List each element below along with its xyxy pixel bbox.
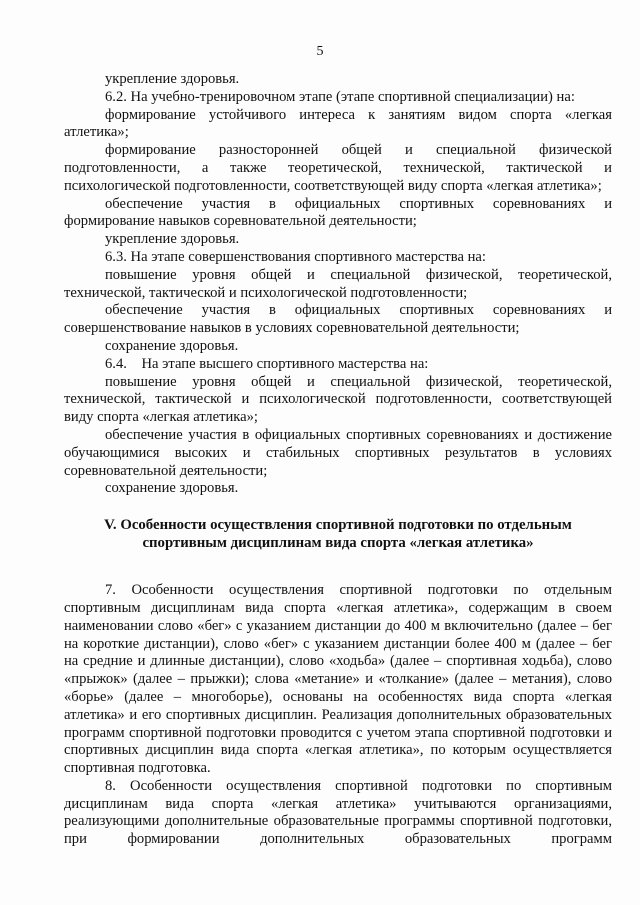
paragraph: 6.2. На учебно-тренировочном этапе (этапе спортивной специализации) на: [105,88,575,105]
section-heading-line: V. Особенности осуществления спортивной подготовки по отдельным [104,517,572,534]
paragraph: сохранение здоровья. [105,480,239,497]
paragraph: сохранение здоровья. [105,337,239,354]
paragraph: повышение уровня общей и специальной физической, теоретической, технической, тактической и психологической подготовленности; [64,266,612,301]
paragraph: формирование устойчивого интереса к занятиям видом спорта «легкая атлетика»; [64,106,612,141]
paragraph: укрепление здоровья. [105,231,240,248]
paragraph: 8. Особенности осуществления спортивной подготовки по спортивным дисциплинам вида спорта «легкая атлетика» учитываются организациями, реализующими дополнительные образовательные программы спортивной подготовки, при формировании дополнительных образовательных программ [64,777,612,848]
paragraph: 6.4. На этапе высшего спортивного мастерства на: [105,355,429,372]
paragraph: обеспечение участия в официальных спортивных соревнованиях и достижение обучающимися высоких и стабильных спортивных результатов в условиях соревновательной деятельности; [64,426,612,479]
paragraph: 7. Особенности осуществления спортивной подготовки по отдельным спортивным дисциплинам вида спорта «легкая атлетика», содержащим в своем наименовании слово «бег» с указанием дистанции до 400 м включительно (далее – бег на короткие дистанции), слово «бег» с указанием дистанции более 400 м (далее – бег на средние и длинные дистанции), слово «ходьба» (далее – спортивная ходьба), слово «прыжок» (далее – прыжки); слова «метание» и «толкание» (далее – метания), слово «борье» (далее – многоборье), основаны на особенностях вида спорта «легкая атлетика» и его спортивных дисциплин. Реализация дополнительных образовательных программ спортивной подготовки проводится с учетом этапа спортивной подготовки и спортивных дисциплин вида спорта «легкая атлетика», по которым осуществляется спортивная подготовка. [64,582,612,777]
section-heading [64,516,612,552]
paragraph: формирование разносторонней общей и специальной физической подготовленности, а также теоретической, технической, тактической и психологической подготовленности, соответствующей виду спорта «легкая атлетика»; [64,142,612,194]
paragraph: 6.3. На этапе совершенствования спортивного мастерства на: [105,248,486,265]
section-heading-line: спортивным дисциплинам вида спорта «легкая атлетика» [142,535,534,552]
paragraph: повышение уровня общей и специальной физической, теоретической, технической, тактической и психологической подготовленности, соответствующей виду спорта «легкая атлетика»; [64,373,612,426]
paragraph: укрепление здоровья. [105,71,240,87]
paragraph: обеспечение участия в официальных спортивных соревнованиях и формирование навыков соревновательной деятельности; [64,195,612,230]
paragraph: обеспечение участия в официальных спортивных соревнованиях и совершенствование навыков в условиях соревновательной деятельности; [64,302,612,337]
document-body [64,71,612,849]
page-number: 5 [316,44,324,59]
